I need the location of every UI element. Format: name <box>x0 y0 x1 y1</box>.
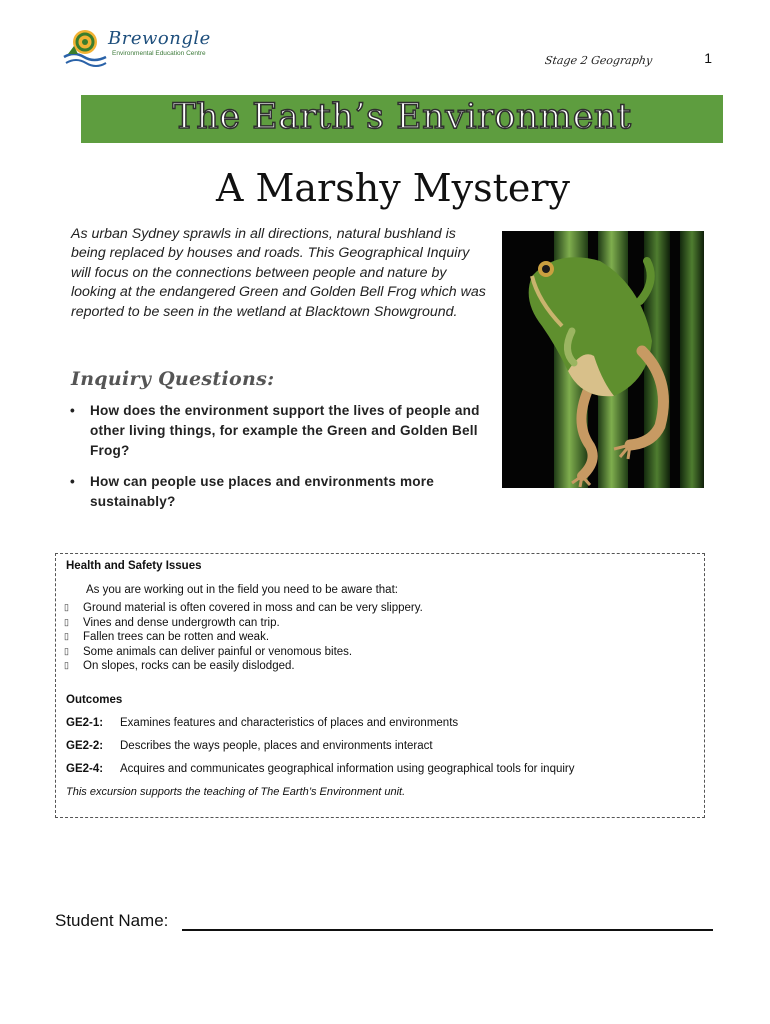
list-item-text: Ground material is often covered in moss and can be very slippery. <box>83 602 423 614</box>
page-title: A Marshy Mystery <box>215 166 571 210</box>
brewongle-logo <box>62 24 222 70</box>
intro-paragraph: As urban Sydney sprawls in all directions, natural bushland is being replaced by houses and roads. This Geographical Inquiry will focus on the connections between people and nature by looking at the endangered Green and Golden Bell Frog which was reported to be seen in the wetland at Blacktown Showground. <box>71 226 486 320</box>
bullet-icon: • <box>70 474 75 489</box>
inquiry-question-text: How can people use places and environments more sustainably? <box>90 474 435 509</box>
banner-title: The Earth’s Environment <box>172 97 632 137</box>
outcome-description: Examines features and characteristics of places and environments <box>120 717 459 729</box>
inquiry-question <box>70 472 500 512</box>
logo-wordmark: Brewongle <box>108 28 211 49</box>
outcome-code: GE2-1: <box>66 717 104 729</box>
bullet-icon: ▯ <box>64 645 69 656</box>
health-safety-box <box>55 553 705 818</box>
page-number: 1 <box>704 50 712 66</box>
student-name-label: Student Name: <box>55 911 169 930</box>
frog-photo <box>502 231 704 488</box>
bullet-icon: ▯ <box>64 602 69 612</box>
inquiry-heading: Inquiry Questions: <box>71 368 275 390</box>
outcome-description: Describes the ways people, places and environments interact <box>120 740 433 752</box>
outcomes-title: Outcomes <box>66 694 123 706</box>
inquiry-question-list <box>70 401 500 523</box>
list-item-text: On slopes, rocks can be easily dislodged. <box>83 660 295 672</box>
health-safety-title: Health and Safety Issues <box>66 560 202 572</box>
bullet-icon: • <box>70 403 75 418</box>
outcome-code: GE2-2: <box>66 740 104 752</box>
inquiry-question <box>70 401 500 461</box>
bullet-icon: ▯ <box>64 616 69 627</box>
logo-swirl-icon <box>62 24 108 70</box>
title-banner <box>81 95 723 143</box>
frog-illustration <box>502 231 704 488</box>
bullet-icon: ▯ <box>64 631 69 641</box>
list-item-text: Fallen trees can be rotten and weak. <box>83 631 270 643</box>
list-item-text: Some animals can deliver painful or venomous bites. <box>83 645 353 658</box>
health-safety-intro: As you are working out in the field you need to be aware that: <box>86 584 398 596</box>
inquiry-question-text: How does the environment support the lives of people and other living things, for example the Green and Golden Bell Frog? <box>90 403 480 458</box>
logo-subtitle: Environmental Education Centre <box>112 50 206 57</box>
list-item-text: Vines and dense undergrowth can trip. <box>83 616 280 629</box>
bullet-icon: ▯ <box>64 660 69 670</box>
support-note: This excursion supports the teaching of The Earth’s Environment unit. <box>66 786 406 798</box>
outcome-code: GE2-4: <box>66 763 104 775</box>
outcome-description: Acquires and communicates geographical information using geographical tools for inquiry <box>120 763 575 775</box>
stage-label: Stage 2 Geography <box>543 54 653 67</box>
student-name-field[interactable] <box>182 929 713 931</box>
